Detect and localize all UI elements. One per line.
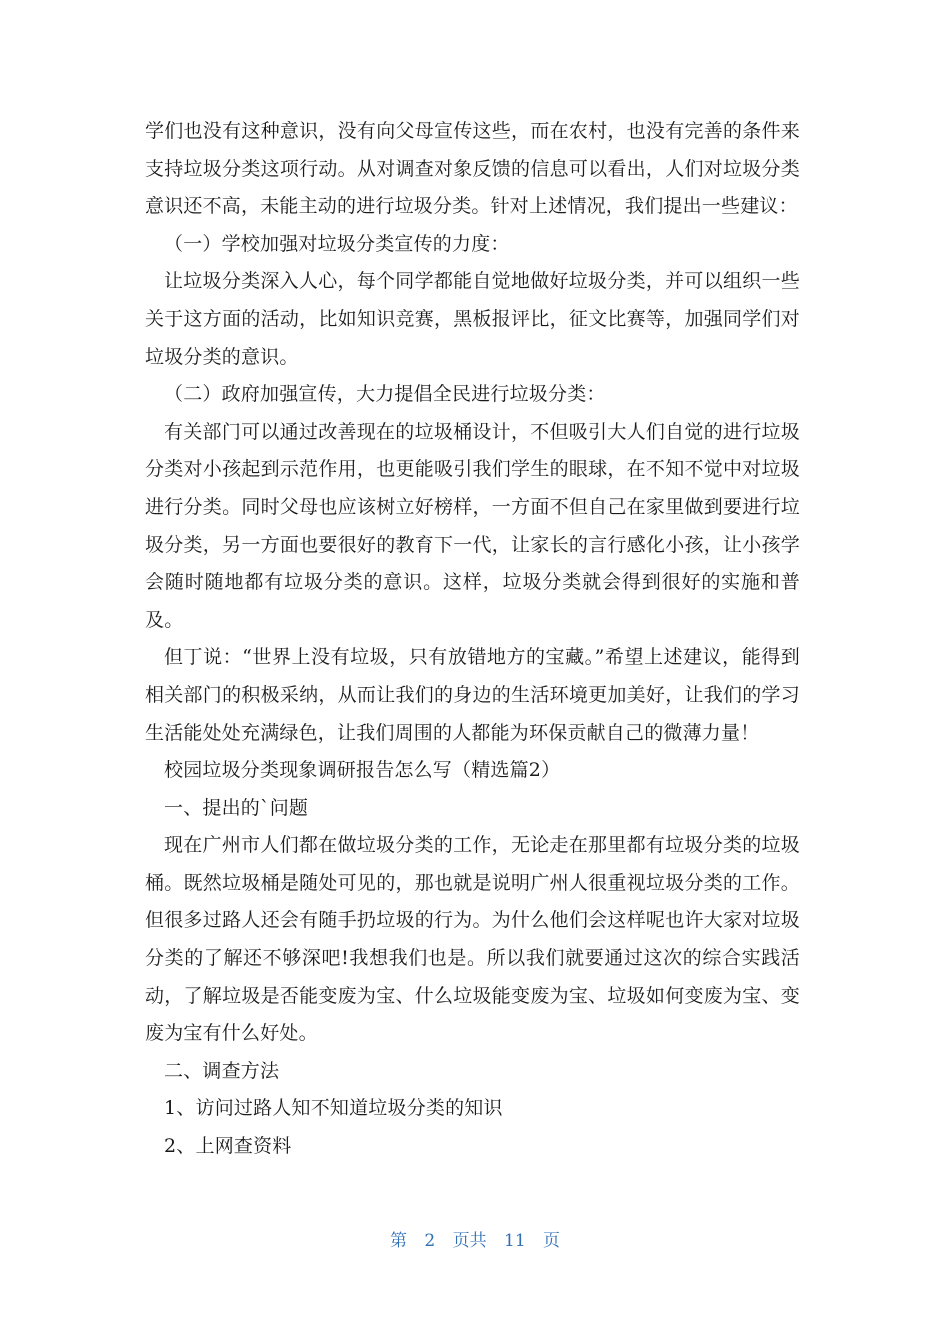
- document-body: [145, 113, 800, 1166]
- paragraph-4: （二）政府加强宣传，大力提倡全民进行垃圾分类：: [164, 383, 606, 406]
- method-item-2: 2、上网查资料: [164, 1135, 292, 1158]
- paragraph-6: 但丁说：“世界上没有垃圾，只有放错地方的宝藏。”希望上述建议，能得到相关部门的积极采纳，从而让我们的身边的生活环境更加美好，让我们的学习生活能处处充满绿色，让我们周围的人都能为环保贡献自己的微薄力量！: [145, 646, 800, 744]
- page-footer: [0, 1226, 950, 1251]
- heading-problem: 一、提出的`问题: [164, 796, 309, 819]
- footer-suffix: 页: [543, 1231, 561, 1251]
- footer-total-pages: 11: [504, 1231, 526, 1251]
- paragraph-2: （一）学校加强对垃圾分类宣传的力度：: [164, 232, 510, 255]
- footer-prefix: 第: [389, 1231, 407, 1251]
- method-item-1: 1、访问过路人知不知道垃圾分类的知识: [164, 1097, 503, 1120]
- footer-middle: 页共: [452, 1231, 487, 1251]
- paragraph-1: 学们也没有这种意识，没有向父母宣传这些，而在农村，也没有完善的条件来支持垃圾分类这项行动。从对调查对象反馈的信息可以看出，人们对垃圾分类意识还不高，未能主动的进行垃圾分类。针对上述情况，我们提出一些建议：: [145, 120, 800, 218]
- paragraph-5: 有关部门可以通过改善现在的垃圾桶设计，不但吸引大人们自觉的进行垃圾分类对小孩起到示范作用，也更能吸引我们学生的眼球，在不知不觉中对垃圾进行分类。同时父母也应该树立好榜样，一方面不但自己在家里做到要进行垃圾分类，另一方面也要很好的教育下一代，让家长的言行感化小孩，让小孩学会随时随地都有垃圾分类的意识。这样，垃圾分类就会得到很好的实施和普及。: [145, 420, 800, 631]
- footer-page-number: 2: [424, 1231, 436, 1251]
- heading-method: 二、调查方法: [164, 1059, 280, 1082]
- paragraph-3: 让垃圾分类深入人心，每个同学都能自觉地做好垃圾分类，并可以组织一些关于这方面的活动，比如知识竞赛，黑板报评比，征文比赛等，加强同学们对垃圾分类的意识。: [145, 270, 800, 368]
- paragraph-problem: 现在广州市人们都在做垃圾分类的工作，无论走在那里都有垃圾分类的垃圾桶。既然垃圾桶是随处可见的，那也就是说明广州人很重视垃圾分类的工作。但很多过路人还会有随手扔垃圾的行为。为什么他们会这样呢也许大家对垃圾分类的了解还不够深吧!我想我们也是。所以我们就要通过这次的综合实践活动，了解垃圾是否能变废为宝、什么垃圾能变废为宝、垃圾如何变废为宝、变废为宝有什么好处。: [145, 834, 800, 1045]
- section-title-2: 校园垃圾分类现象调研报告怎么写（精选篇2）: [164, 759, 561, 782]
